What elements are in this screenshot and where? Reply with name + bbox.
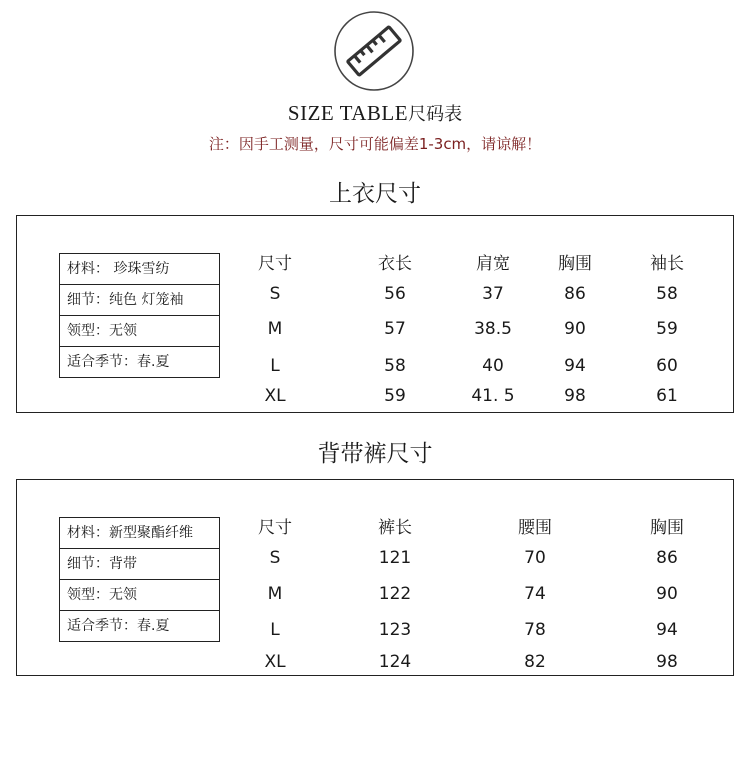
overall-size-title: 背带裤尺寸 (317, 441, 433, 467)
top-cell-r0-c1: 56 (384, 284, 406, 304)
top-cell-r0-c0: S (269, 284, 281, 304)
ruler-icon (334, 11, 414, 91)
top-cell-r3-c4: 61 (656, 386, 678, 406)
overall-header-0: 尺寸 (258, 518, 292, 538)
overall-cell-r2-c0: L (270, 620, 280, 640)
overall-cell-r2-c3: 94 (656, 620, 678, 640)
overall-cell-r2-c1: 123 (378, 620, 412, 640)
top-info-collar: 领型：无领 (60, 316, 219, 347)
top-size-title: 上衣尺寸 (329, 181, 421, 207)
overall-info-detail: 细节：背带 (60, 549, 219, 580)
overall-header-3: 胸围 (650, 518, 684, 538)
overall-info-box (59, 517, 220, 642)
overall-size-panel (16, 479, 734, 676)
top-cell-r0-c3: 86 (564, 284, 586, 304)
overall-cell-r1-c3: 90 (656, 584, 678, 604)
overall-cell-r3-c2: 82 (524, 652, 546, 672)
top-cell-r1-c0: M (267, 319, 283, 339)
top-cell-r3-c0: XL (264, 386, 286, 406)
overall-cell-r2-c2: 78 (524, 620, 546, 640)
overall-header-1: 裤长 (378, 518, 412, 538)
overall-cell-r3-c0: XL (264, 652, 286, 672)
overall-cell-r0-c1: 121 (378, 548, 412, 568)
top-info-detail: 细节：纯色 灯笼袖 (60, 285, 219, 316)
top-cell-r2-c1: 58 (384, 356, 406, 376)
top-cell-r0-c4: 58 (656, 284, 678, 304)
top-info-season: 适合季节：春.夏 (67, 354, 170, 370)
overall-header-2: 腰围 (518, 518, 552, 538)
top-header-4: 袖长 (650, 254, 684, 274)
top-size-panel (16, 215, 734, 413)
overall-cell-r3-c1: 124 (378, 652, 412, 672)
overall-cell-r1-c1: 122 (378, 584, 412, 604)
top-cell-r3-c3: 98 (564, 386, 586, 406)
top-cell-r3-c1: 59 (384, 386, 406, 406)
overall-info-season: 适合季节：春.夏 (67, 618, 170, 634)
size-table-title-en: SIZE TABLE (287, 101, 409, 125)
overall-info-collar: 领型：无领 (60, 580, 219, 611)
overall-info-material: 材料：新型聚酯纤维 (60, 518, 219, 549)
overall-cell-r3-c3: 98 (656, 652, 678, 672)
overall-cell-r0-c0: S (269, 548, 281, 568)
top-cell-r2-c3: 94 (564, 356, 586, 376)
size-table-title-cn: 尺码表 (408, 104, 463, 125)
measurement-note: 注：因手工测量，尺寸可能偏差1-3cm，请谅解！ (208, 135, 542, 153)
overall-cell-r0-c3: 86 (656, 548, 678, 568)
top-header-2: 肩宽 (476, 254, 510, 274)
top-info-material: 材料： 珍珠雪纺 (60, 254, 219, 285)
top-cell-r1-c1: 57 (384, 319, 406, 339)
top-info-box (59, 253, 220, 378)
top-header-1: 衣长 (378, 254, 412, 274)
top-cell-r2-c0: L (270, 356, 280, 376)
top-cell-r3-c2: 41. 5 (471, 386, 515, 406)
top-header-0: 尺寸 (258, 254, 292, 274)
top-cell-r1-c2: 38.5 (474, 319, 512, 339)
top-cell-r1-c4: 59 (656, 319, 678, 339)
top-cell-r2-c2: 40 (482, 356, 504, 376)
overall-cell-r1-c2: 74 (524, 584, 546, 604)
top-cell-r0-c2: 37 (482, 284, 504, 304)
top-cell-r2-c4: 60 (656, 356, 678, 376)
overall-cell-r0-c2: 70 (524, 548, 546, 568)
overall-cell-r1-c0: M (267, 584, 283, 604)
top-cell-r1-c3: 90 (564, 319, 586, 339)
size-table-title (0, 100, 750, 126)
top-header-3: 胸围 (558, 254, 592, 274)
